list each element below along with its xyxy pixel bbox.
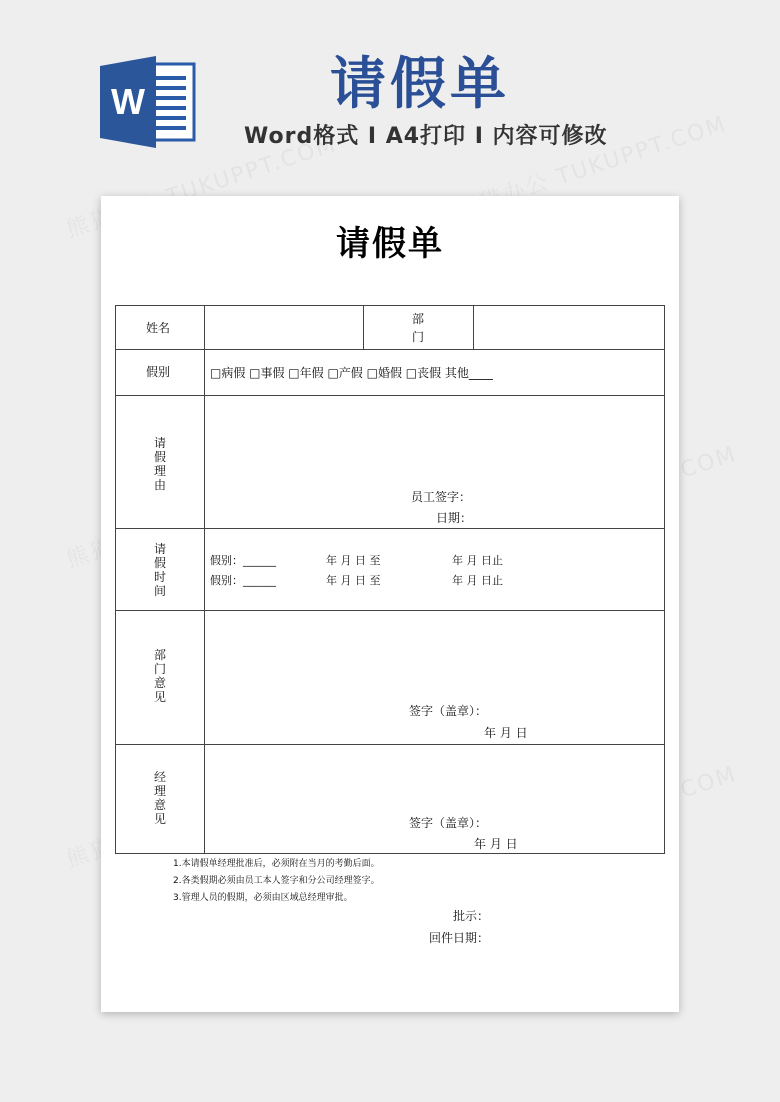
- dept-field[interactable]: [474, 306, 664, 349]
- note-1: 1.本请假单经理批准后，必须附在当月的考勤后面。: [173, 859, 380, 869]
- header-subtitle: Word格式 I A4打印 I 内容可修改: [244, 124, 608, 149]
- svg-text:W: W: [111, 81, 145, 122]
- dept-date: 年 月 日: [484, 726, 528, 740]
- dept-seal-sign: 签字（盖章）：: [409, 704, 488, 718]
- row-divider: [116, 395, 664, 396]
- leave-type-options[interactable]: □病假 □事假 □年假 □产假 □婚假 □丧假 其他____: [210, 366, 493, 380]
- row-divider: [116, 744, 664, 745]
- row-divider: [116, 349, 664, 350]
- word-icon: [98, 56, 202, 148]
- reason-label: 请假理由: [153, 436, 166, 492]
- time-row-from: 年 月 日 至: [326, 574, 381, 587]
- time-row-type[interactable]: 假别：______: [210, 574, 276, 587]
- time-row-type[interactable]: 假别：______: [210, 554, 276, 567]
- return-date-label: 回件日期：: [429, 931, 490, 945]
- row-divider: [116, 528, 664, 529]
- time-label: 请假时间: [153, 542, 166, 598]
- employee-sign-label: 员工签字：: [411, 490, 472, 504]
- note-3: 3.管理人员的假期，必须由区域总经理审批。: [173, 893, 353, 903]
- document-title: 请假单: [336, 224, 444, 264]
- mgr-seal-sign: 签字（盖章）：: [409, 816, 488, 830]
- col-divider: [363, 306, 364, 349]
- document-page: [101, 196, 679, 1012]
- header: [0, 0, 780, 195]
- time-row-to: 年 月 日止: [452, 554, 503, 567]
- dept-label: 部门: [411, 312, 424, 344]
- dept-opinion-label: 部门意见: [153, 648, 166, 704]
- time-row-from: 年 月 日 至: [326, 554, 381, 567]
- mgr-date: 年 月 日: [474, 837, 518, 851]
- note-2: 2.各类假期必须由员工本人签字和分公司经理签字。: [173, 876, 380, 886]
- mgr-opinion-label: 经理意见: [153, 770, 166, 826]
- header-title: 请假单: [330, 52, 510, 117]
- time-row-to: 年 月 日止: [452, 574, 503, 587]
- col-divider: [204, 306, 205, 853]
- leave-type-label: 假别: [146, 365, 171, 379]
- row-divider: [116, 610, 664, 611]
- leave-form-table: [115, 305, 665, 854]
- name-label: 姓名: [146, 321, 171, 335]
- approve-label: 批示：: [453, 909, 490, 923]
- name-field[interactable]: [205, 306, 362, 349]
- date-label: 日期：: [436, 511, 473, 525]
